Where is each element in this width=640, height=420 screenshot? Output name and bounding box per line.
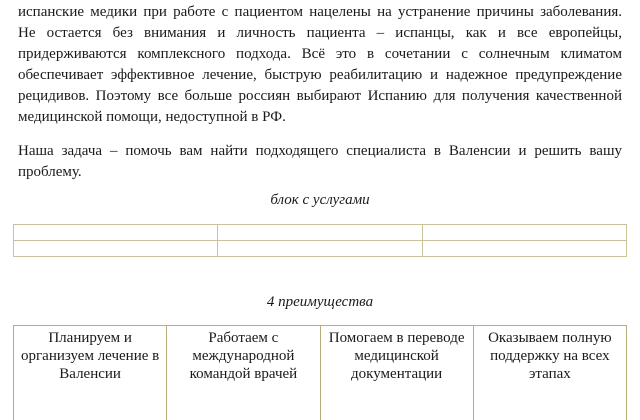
paragraph-line: медицинской помощи, недоступной в РФ. xyxy=(18,109,286,125)
table-row xyxy=(14,241,627,257)
services-block-caption: блок с услугами xyxy=(270,192,370,208)
benefit-cell: Планируем и организуем лечение в Валенсии xyxy=(14,326,167,420)
benefits-table xyxy=(13,325,627,420)
table-row xyxy=(14,225,627,241)
table-cell xyxy=(422,225,626,241)
services-table xyxy=(13,224,627,257)
paragraph-line: проблему. xyxy=(18,164,82,180)
paragraph-line: рецидивов. Поэтому все больше россиян выбирают Испанию для получения качественной xyxy=(18,88,622,104)
paragraph-line: придерживаются комплексного подхода. Всё это в сочетании с солнечным климатом xyxy=(18,46,622,62)
table-cell xyxy=(14,241,218,257)
benefit-cell: Помогаем в переводе медицинской документации xyxy=(320,326,473,420)
task-paragraph xyxy=(18,141,622,183)
table-cell xyxy=(14,225,218,241)
paragraph-line: Не остается без внимания и личность пациента – испанцы, как и все европейцы, xyxy=(18,25,622,41)
paragraph-line: обеспечивает эффективное лечение, быструю реабилитацию и надежное предупреждение xyxy=(18,67,622,83)
intro-paragraph xyxy=(18,2,622,128)
benefit-cell: Работаем с международной командой врачей xyxy=(167,326,320,420)
table-cell xyxy=(218,225,422,241)
table-cell xyxy=(218,241,422,257)
benefits-block-caption: 4 преимущества xyxy=(266,294,374,310)
paragraph-line: Наша задача – помочь вам найти подходящего специалиста в Валенсии и решить вашу xyxy=(18,143,622,159)
table-cell xyxy=(422,241,626,257)
table-row xyxy=(14,326,627,420)
paragraph-line: испанские медики при работе с пациентом нацелены на устранение причины заболевания. xyxy=(18,4,622,20)
benefit-cell: Оказываем полную поддержку на всех этапах xyxy=(473,326,626,420)
